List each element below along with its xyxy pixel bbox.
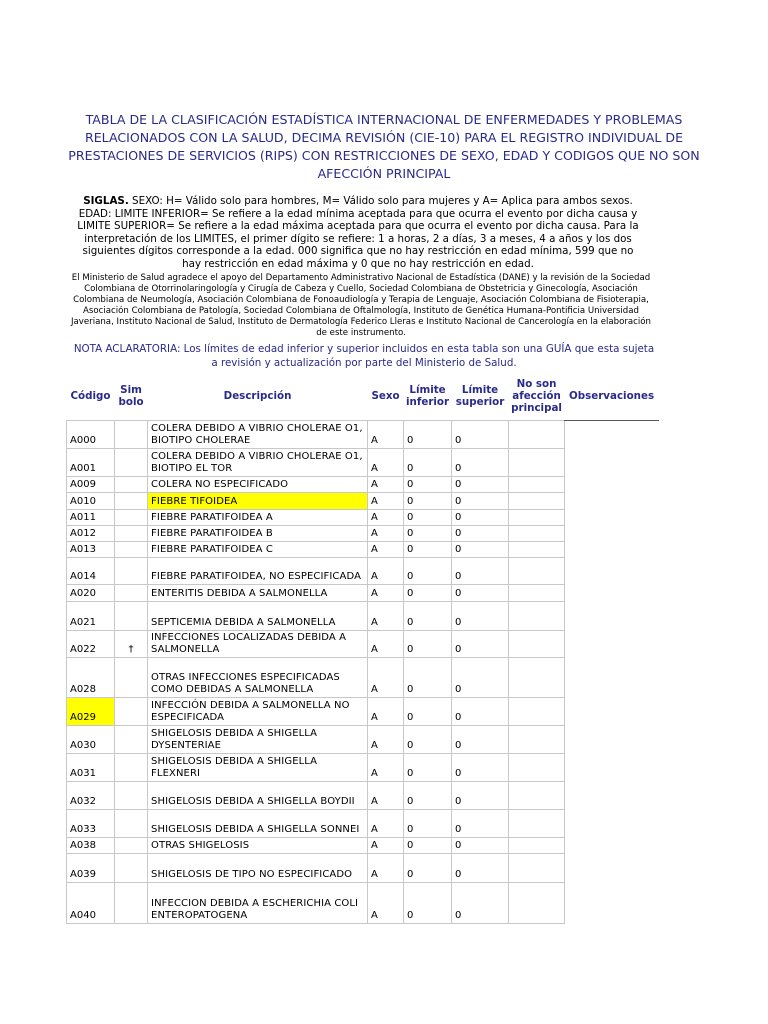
table-row <box>67 630 659 657</box>
table-row <box>67 601 659 630</box>
cell-sexo: A <box>368 509 404 525</box>
cell-lim-inf: 0 <box>404 837 452 853</box>
table-row <box>67 853 659 882</box>
cie10-table <box>66 372 659 924</box>
cell-descripcion: OTRAS SHIGELOSIS <box>148 837 368 853</box>
cell-no-son <box>509 697 565 725</box>
cell-descripcion: COLERA DEBIDO A VIBRIO CHOLERAE O1, BIOTIPO CHOLERAE <box>148 420 368 448</box>
document-title: TABLA DE LA CLASIFICACIÓN ESTADÍSTICA INTERNACIONAL DE ENFERMEDADES Y PROBLEMAS RELACIONADOS CON LA SALUD, DECIMA REVISIÓN (CIE-10) PARA EL REGISTRO INDIVIDUAL DE PRESTACIONES DE SERVICIOS (RIPS) CON RESTRICCIONES DE SEXO, EDAD Y CODIGOS QUE NO SON AFECCIÓN PRINCIPAL <box>68 112 700 181</box>
cell-descripcion: SHIGELOSIS DEBIDA A SHIGELLA DYSENTERIAE <box>148 725 368 753</box>
nota-aclaratoria: NOTA ACLARATORIA: Los límites de edad inferior y superior incluidos en esta tabla son una GUÍA que esta sujeta a revisión y actualización por parte del Ministerio de Salud. <box>73 343 655 369</box>
cell-descripcion: COLERA NO ESPECIFICADO <box>148 476 368 492</box>
cell-lim-sup: 0 <box>452 753 509 781</box>
cell-lim-inf: 0 <box>404 420 452 448</box>
cell-simbolo <box>115 725 148 753</box>
cell-descripcion: SHIGELOSIS DEBIDA A SHIGELLA BOYDII <box>148 781 368 809</box>
cell-lim-sup: 0 <box>452 509 509 525</box>
cell-sexo: A <box>368 476 404 492</box>
cell-lim-sup: 0 <box>452 725 509 753</box>
cell-lim-inf: 0 <box>404 601 452 630</box>
cell-descripcion: INFECCION DEBIDA A ESCHERICHIA COLI ENTEROPATOGENA <box>148 882 368 923</box>
cell-codigo: A010 <box>67 492 115 509</box>
cell-codigo: A022 <box>67 630 115 657</box>
table-row <box>67 697 659 725</box>
cell-no-son <box>509 525 565 541</box>
cell-descripcion: SHIGELOSIS DEBIDA A SHIGELLA FLEXNERI <box>148 753 368 781</box>
cell-no-son <box>509 882 565 923</box>
cell-simbolo <box>115 492 148 509</box>
cell-no-son <box>509 601 565 630</box>
cell-codigo: A039 <box>67 853 115 882</box>
cell-lim-sup: 0 <box>452 781 509 809</box>
cell-codigo: A001 <box>67 448 115 476</box>
cell-sexo: A <box>368 541 404 557</box>
cell-codigo: A011 <box>67 509 115 525</box>
cell-codigo: A014 <box>67 557 115 584</box>
cell-lim-sup: 0 <box>452 697 509 725</box>
siglas-text: SEXO: H= Válido solo para hombres, M= Válido solo para mujeres y A= Aplica para ambos sexos. EDAD: LIMITE INFERIOR= Se refiere a la edad mínima aceptada para que ocurra el evento por dicha causa y LIMITE SUPERIOR= Se refiere a la edad máxima aceptada para que ocurra el evento por dicha causa. Para la interpretación de los LIMITES, el primer dígito se refiere: 1 a horas, 2 a días, 3 a meses, 4 a años y los dos siguientes dígitos corresponde a la edad. 000 significa que no hay restricción en edad mínima, 599 que no hay restricción en edad máxima y 0 que no hay restricción en edad. <box>77 195 639 270</box>
cell-no-son <box>509 630 565 657</box>
cell-lim-inf: 0 <box>404 448 452 476</box>
cell-simbolo <box>115 476 148 492</box>
cell-descripcion: SHIGELOSIS DEBIDA A SHIGELLA SONNEI <box>148 809 368 837</box>
cell-no-son <box>509 476 565 492</box>
acknowledgement-paragraph: El Ministerio de Salud agradece el apoyo del Departamento Administrativo Nacional de Estadística (DANE) y la revisión de la Sociedad Colombiana de Otorrinolaringología y Cirugía de Cabeza y Cuello, Sociedad Colombiana de Obstetricia y Ginecología, Asociación Colombiana de Neumología, Asociación Colombiana de Fonoaudiología y Terapia de Lenguaje, Asociación Colombiana de Fisioterapia, Asociación Colombiana de Patología, Sociedad Colombiana de Oftalmología, Instituto de Genética Humana-Pontificia Universidad Javeriana, Instituto Nacional de Salud, Instituto de Dermatología Federico Lleras e Instituto Nacional de Cancerología en la elaboración de este instrumento. <box>71 273 651 338</box>
table-row <box>67 809 659 837</box>
cell-sexo: A <box>368 853 404 882</box>
table-row <box>67 448 659 476</box>
cell-sexo: A <box>368 601 404 630</box>
cell-codigo: A009 <box>67 476 115 492</box>
cell-no-son <box>509 725 565 753</box>
table-row <box>67 476 659 492</box>
table-row <box>67 557 659 584</box>
cell-descripcion: FIEBRE PARATIFOIDEA, NO ESPECIFICADA <box>148 557 368 584</box>
cell-lim-inf: 0 <box>404 853 452 882</box>
header-no-son-afeccion: No son afección principal <box>511 377 562 414</box>
cell-codigo: A012 <box>67 525 115 541</box>
cell-simbolo <box>115 525 148 541</box>
cell-descripcion: FIEBRE TIFOIDEA <box>148 492 368 509</box>
cell-no-son <box>509 557 565 584</box>
table-header-row <box>67 372 659 420</box>
header-limite-inferior: Límite inferior <box>406 383 450 408</box>
cell-lim-inf: 0 <box>404 584 452 601</box>
cell-no-son <box>509 809 565 837</box>
cell-simbolo <box>115 584 148 601</box>
cell-lim-sup: 0 <box>452 853 509 882</box>
cell-simbolo <box>115 781 148 809</box>
cell-sexo: A <box>368 492 404 509</box>
cell-lim-sup: 0 <box>452 657 509 697</box>
siglas-paragraph <box>72 195 644 271</box>
cell-lim-sup: 0 <box>452 630 509 657</box>
cell-simbolo <box>115 657 148 697</box>
table-row <box>67 725 659 753</box>
cell-simbolo: † <box>115 630 148 657</box>
cell-simbolo <box>115 601 148 630</box>
cell-simbolo <box>115 809 148 837</box>
cell-lim-sup: 0 <box>452 584 509 601</box>
cell-simbolo <box>115 697 148 725</box>
cell-lim-sup: 0 <box>452 601 509 630</box>
cell-codigo: A031 <box>67 753 115 781</box>
cell-no-son <box>509 837 565 853</box>
cell-descripcion: ENTERITIS DEBIDA A SALMONELLA <box>148 584 368 601</box>
cell-lim-sup: 0 <box>452 809 509 837</box>
cell-lim-sup: 0 <box>452 882 509 923</box>
cell-lim-sup: 0 <box>452 557 509 584</box>
cell-sexo: A <box>368 584 404 601</box>
cell-lim-inf: 0 <box>404 557 452 584</box>
cell-no-son <box>509 657 565 697</box>
cell-lim-sup: 0 <box>452 492 509 509</box>
cell-simbolo <box>115 853 148 882</box>
cell-descripcion: FIEBRE PARATIFOIDEA B <box>148 525 368 541</box>
table-row <box>67 882 659 923</box>
cell-lim-sup: 0 <box>452 837 509 853</box>
cell-no-son <box>509 448 565 476</box>
cell-lim-sup: 0 <box>452 448 509 476</box>
cell-lim-inf: 0 <box>404 630 452 657</box>
cell-simbolo <box>115 509 148 525</box>
cell-sexo: A <box>368 809 404 837</box>
cell-sexo: A <box>368 657 404 697</box>
cell-lim-sup: 0 <box>452 541 509 557</box>
cell-lim-inf: 0 <box>404 476 452 492</box>
cell-simbolo <box>115 753 148 781</box>
cell-lim-inf: 0 <box>404 492 452 509</box>
cell-sexo: A <box>368 882 404 923</box>
cell-descripcion: SEPTICEMIA DEBIDA A SALMONELLA <box>148 601 368 630</box>
header-sexo: Sexo <box>371 389 400 402</box>
cell-codigo: A020 <box>67 584 115 601</box>
cell-simbolo <box>115 448 148 476</box>
cell-no-son <box>509 420 565 448</box>
cell-sexo: A <box>368 448 404 476</box>
table-row <box>67 584 659 601</box>
header-codigo: Código <box>70 389 111 402</box>
cell-lim-sup: 0 <box>452 420 509 448</box>
cell-no-son <box>509 753 565 781</box>
cell-no-son <box>509 509 565 525</box>
cell-no-son <box>509 781 565 809</box>
cell-lim-inf: 0 <box>404 697 452 725</box>
cell-codigo: A028 <box>67 657 115 697</box>
cell-codigo: A030 <box>67 725 115 753</box>
cell-lim-inf: 0 <box>404 753 452 781</box>
cell-lim-inf: 0 <box>404 509 452 525</box>
cell-codigo: A032 <box>67 781 115 809</box>
cell-descripcion: OTRAS INFECCIONES ESPECIFICADAS COMO DEBIDAS A SALMONELLA <box>148 657 368 697</box>
cell-lim-inf: 0 <box>404 525 452 541</box>
cell-descripcion: SHIGELOSIS DE TIPO NO ESPECIFICADO <box>148 853 368 882</box>
cell-codigo: A040 <box>67 882 115 923</box>
cell-no-son <box>509 492 565 509</box>
cell-simbolo <box>115 420 148 448</box>
table-row <box>67 420 659 448</box>
cell-simbolo <box>115 837 148 853</box>
table-row <box>67 492 659 509</box>
cell-lim-sup: 0 <box>452 476 509 492</box>
cell-sexo: A <box>368 837 404 853</box>
cell-no-son <box>509 541 565 557</box>
cell-lim-inf: 0 <box>404 809 452 837</box>
cell-codigo: A000 <box>67 420 115 448</box>
cell-sexo: A <box>368 781 404 809</box>
cell-sexo: A <box>368 725 404 753</box>
cell-codigo: A038 <box>67 837 115 853</box>
header-observaciones: Observaciones <box>565 372 659 420</box>
cell-descripcion: INFECCIÓN DEBIDA A SALMONELLA NO ESPECIFICADA <box>148 697 368 725</box>
table-row <box>67 525 659 541</box>
table-row <box>67 837 659 853</box>
cell-codigo: A033 <box>67 809 115 837</box>
cell-lim-inf: 0 <box>404 882 452 923</box>
cell-descripcion: COLERA DEBIDO A VIBRIO CHOLERAE O1, BIOTIPO EL TOR <box>148 448 368 476</box>
cell-lim-sup: 0 <box>452 525 509 541</box>
cell-sexo: A <box>368 697 404 725</box>
table-row <box>67 657 659 697</box>
cell-lim-inf: 0 <box>404 657 452 697</box>
header-simbolo: Sim bolo <box>118 383 144 408</box>
cell-sexo: A <box>368 753 404 781</box>
table-row <box>67 781 659 809</box>
cell-lim-inf: 0 <box>404 541 452 557</box>
cell-simbolo <box>115 882 148 923</box>
cell-sexo: A <box>368 525 404 541</box>
cell-sexo: A <box>368 630 404 657</box>
cell-simbolo <box>115 541 148 557</box>
cell-codigo: A021 <box>67 601 115 630</box>
table-row <box>67 753 659 781</box>
cell-codigo: A013 <box>67 541 115 557</box>
cell-sexo: A <box>368 557 404 584</box>
cell-no-son <box>509 853 565 882</box>
table-row <box>67 541 659 557</box>
cell-descripcion: FIEBRE PARATIFOIDEA A <box>148 509 368 525</box>
cell-sexo: A <box>368 420 404 448</box>
siglas-label: SIGLAS. <box>83 195 129 207</box>
cell-lim-inf: 0 <box>404 725 452 753</box>
cell-descripcion: INFECCIONES LOCALIZADAS DEBIDA A SALMONELLA <box>148 630 368 657</box>
header-descripcion: Descripción <box>223 389 292 402</box>
cell-codigo: A029 <box>67 697 115 725</box>
header-limite-superior: Límite superior <box>455 383 505 408</box>
cell-simbolo <box>115 557 148 584</box>
cell-descripcion: FIEBRE PARATIFOIDEA C <box>148 541 368 557</box>
cell-lim-inf: 0 <box>404 781 452 809</box>
table-row <box>67 509 659 525</box>
cell-no-son <box>509 584 565 601</box>
